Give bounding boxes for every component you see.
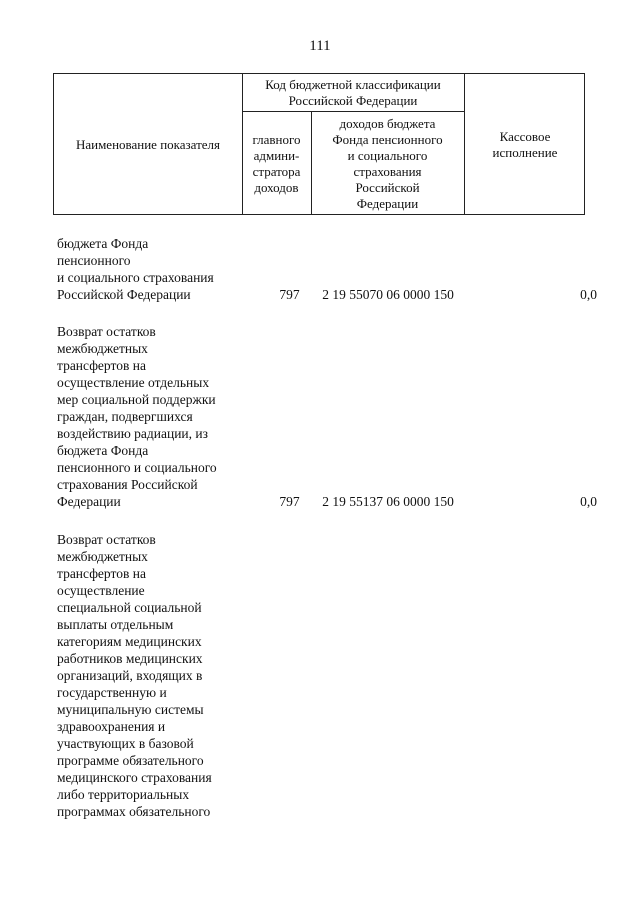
- row-budget-code: 2 19 55137 06 0000 150: [322, 494, 454, 509]
- col-name-header: Наименование показателя: [75, 137, 221, 152]
- row-admin-code: 797: [279, 494, 300, 509]
- table-header: [53, 73, 585, 215]
- row-name: бюджета Фонда пенсионного и социального страхования Российской Федерации: [57, 236, 214, 302]
- group-title-header: Код бюджетной классификации Российской Федерации: [265, 77, 441, 108]
- page-number: 111: [309, 38, 331, 54]
- row-amount: 0,0: [580, 287, 597, 302]
- col-amount-header: Кассовое исполнение: [492, 129, 558, 160]
- row-name: Возврат остатков межбюджетных трансфертов на осуществление специальной социальной выплаты отдельным категориям медицинских работников медицинских организаций, входящих в государственную и муниципальную системы здравоохранения и участвующих в базовой программе обязательного медицинского страхования либо территориальных программах обязательного: [57, 532, 212, 819]
- col-code-header: доходов бюджета Фонда пенсионного и социального страхования Российской Федерации: [332, 116, 443, 211]
- row-name: Возврат остатков межбюджетных трансфертов на осуществление отдельных мер социальной поддержки граждан, подвергшихся воздействию радиации, из бюджета Фонда пенсионного и социального страхования Российской Федерации: [57, 324, 217, 509]
- row-admin-code: 797: [279, 287, 300, 302]
- row-budget-code: 2 19 55070 06 0000 150: [322, 287, 454, 302]
- col-admin-header: главного админи- стратора доходов: [252, 132, 301, 195]
- row-amount: 0,0: [580, 494, 597, 509]
